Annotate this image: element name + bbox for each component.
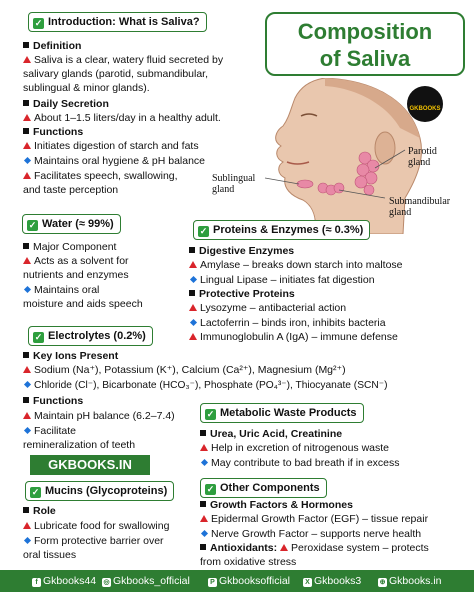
diamond-bullet-icon <box>201 530 208 537</box>
triangle-bullet-icon <box>23 56 31 63</box>
diamond-bullet-icon <box>201 459 208 466</box>
pinterest-link[interactable]: P Gkbooksofficial <box>208 570 290 592</box>
mucins-item-1: Lubricate food for swallowing <box>23 520 169 533</box>
triangle-bullet-icon <box>23 114 31 121</box>
check-icon: ✓ <box>206 484 215 494</box>
triangle-bullet-icon <box>200 515 208 522</box>
metabolic-sub-title: Urea, Uric Acid, Creatinine <box>200 428 342 441</box>
water-item-2: Acts as a solvent for <box>23 255 129 268</box>
square-bullet-icon <box>189 247 195 253</box>
square-bullet-icon <box>23 507 29 513</box>
water-item-3-cont: moisture and aids speech <box>23 298 143 310</box>
key-ions-title: Key Ions Present <box>23 350 118 363</box>
mucins-item-2-cont: oral tissues <box>23 549 77 561</box>
intro-function-1: Initiates digestion of starch and fats <box>23 140 199 153</box>
intro-header: ✓ Introduction: What is Saliva? <box>28 12 207 32</box>
website-link[interactable]: ⊕ Gkbooks.in <box>379 575 442 587</box>
definition-title: Definition <box>23 40 81 53</box>
check-icon: ✓ <box>206 409 215 419</box>
ions-line-1: Sodium (Na⁺), Potassium (K⁺), Calcium (Ca²⁺), Magnesium (Mg²⁺) <box>23 364 346 377</box>
mucins-role-title: Role <box>23 505 56 518</box>
mucins-item-2: Form protective barrier over <box>23 535 164 548</box>
diamond-bullet-icon <box>190 319 197 326</box>
protective-protein-1: Lysozyme – antibacterial action <box>189 302 346 315</box>
square-bullet-icon <box>200 544 206 550</box>
triangle-bullet-icon <box>189 333 197 340</box>
electrolytes-function-1: Maintain pH balance (6.2–7.4) <box>23 410 175 423</box>
water-item-3: Maintains oral <box>23 284 99 297</box>
facebook-link[interactable]: f Gkbooks44 <box>32 570 96 592</box>
ions-line-2: Chloride (Cl⁻), Bicarbonate (HCO₃⁻), Phosphate (PO₄³⁻), Thiocyanate (SCN⁻) <box>23 379 387 392</box>
triangle-bullet-icon <box>189 261 197 268</box>
digestive-enzyme-1: Amylase – breaks down starch into maltose <box>189 259 403 272</box>
other-header: ✓ Other Components <box>200 478 327 498</box>
check-icon: ✓ <box>28 220 37 230</box>
metabolic-header: ✓ Metabolic Waste Products <box>200 403 364 423</box>
triangle-bullet-icon <box>23 522 31 529</box>
definition-line-2: salivary glands (parotid, submandibular, <box>23 68 209 80</box>
title-line-2: of Saliva <box>319 46 411 71</box>
intro-functions-title: Functions <box>23 126 83 139</box>
check-icon: ✓ <box>34 332 43 342</box>
triangle-bullet-icon <box>23 366 31 373</box>
water-header: ✓ Water (≈ 99%) <box>22 214 121 234</box>
daily-secretion-title: Daily Secretion <box>23 98 109 111</box>
antioxidants-cont: from oxidative stress <box>200 556 297 568</box>
growth-factors-title: Growth Factors & Hormones <box>200 499 353 512</box>
growth-factor-1: Epidermal Growth Factor (EGF) – tissue repair <box>200 513 428 526</box>
gkbooks-brand-banner: GKBOOKS.IN <box>30 455 150 475</box>
triangle-bullet-icon <box>189 304 197 311</box>
water-item-2-cont: nutrients and enzymes <box>23 269 129 281</box>
pinterest-icon: P <box>208 578 217 587</box>
definition-line-3: sublingual & minor glands). <box>23 82 150 94</box>
logo-text: GKBOOKS <box>409 106 441 112</box>
facebook-icon: f <box>32 578 41 587</box>
protective-protein-3: Immunoglobulin A (IgA) – immune defense <box>189 331 398 344</box>
square-bullet-icon <box>23 243 29 249</box>
triangle-bullet-icon <box>280 544 288 551</box>
social-footer <box>0 570 474 592</box>
instagram-link[interactable]: ◎ Gkbooks_official <box>103 575 190 587</box>
intro-function-3-cont: and taste perception <box>23 184 119 196</box>
electrolytes-header: ✓ Electrolytes (0.2%) <box>28 326 153 346</box>
digestive-enzyme-2: Lingual Lipase – initiates fat digestion <box>189 274 375 287</box>
digestive-enzymes-title: Digestive Enzymes <box>189 245 294 258</box>
check-icon: ✓ <box>34 18 43 28</box>
x-link[interactable]: X Gkbooks3 <box>303 570 361 592</box>
square-bullet-icon <box>23 100 29 106</box>
intro-function-2: Maintains oral hygiene & pH balance <box>23 155 205 168</box>
daily-secretion-text: About 1–1.5 liters/day in a healthy adult. <box>23 112 221 125</box>
triangle-bullet-icon <box>23 142 31 149</box>
page-title <box>265 12 465 76</box>
check-icon: ✓ <box>199 226 208 236</box>
diamond-bullet-icon <box>24 286 31 293</box>
square-bullet-icon <box>200 430 206 436</box>
definition-line-1: Saliva is a clear, watery fluid secreted by <box>23 54 223 67</box>
title-line-1: Composition <box>297 19 433 44</box>
intro-function-3: Facilitates speech, swallowing, <box>23 170 178 183</box>
diamond-bullet-icon <box>190 276 197 283</box>
instagram-icon: ◎ <box>103 579 110 586</box>
protective-protein-2: Lactoferrin – binds iron, inhibits bacteria <box>189 317 386 330</box>
square-bullet-icon <box>23 42 29 48</box>
proteins-header: ✓ Proteins & Enzymes (≈ 0.3%) <box>193 220 370 240</box>
sublingual-gland-label: Sublingual gland <box>212 173 256 195</box>
triangle-bullet-icon <box>23 172 31 179</box>
protective-proteins-title: Protective Proteins <box>189 288 295 301</box>
diamond-bullet-icon <box>24 427 31 434</box>
metabolic-item-2: May contribute to bad breath if in excess <box>200 457 400 470</box>
mucins-header: ✓ Mucins (Glycoproteins) <box>25 481 174 501</box>
gkbooks-logo <box>407 86 443 122</box>
diamond-bullet-icon <box>24 157 31 164</box>
triangle-bullet-icon <box>200 444 208 451</box>
diamond-bullet-icon <box>24 537 31 544</box>
square-bullet-icon <box>23 128 29 134</box>
check-icon: ✓ <box>31 487 40 497</box>
square-bullet-icon <box>200 501 206 507</box>
diamond-bullet-icon <box>24 381 31 388</box>
square-bullet-icon <box>23 352 29 358</box>
parotid-gland-label: Parotid gland <box>408 146 437 168</box>
x-icon: X <box>303 578 312 587</box>
submandibular-gland-label: Submandibular gland <box>389 196 451 218</box>
metabolic-item-1: Help in excretion of nitrogenous waste <box>200 442 389 455</box>
globe-icon: ⊕ <box>379 579 386 586</box>
triangle-bullet-icon <box>23 412 31 419</box>
electrolytes-functions-title: Functions <box>23 395 83 408</box>
water-item-1: Major Component <box>23 241 116 254</box>
square-bullet-icon <box>23 397 29 403</box>
triangle-bullet-icon <box>23 257 31 264</box>
growth-factor-2: Nerve Growth Factor – supports nerve health <box>200 528 421 541</box>
electrolytes-function-2: Facilitate <box>23 425 76 438</box>
square-bullet-icon <box>189 290 195 296</box>
electrolytes-function-2-cont: remineralization of teeth <box>23 439 136 451</box>
antioxidants-line: Antioxidants: Peroxidase system – protects <box>200 542 429 555</box>
